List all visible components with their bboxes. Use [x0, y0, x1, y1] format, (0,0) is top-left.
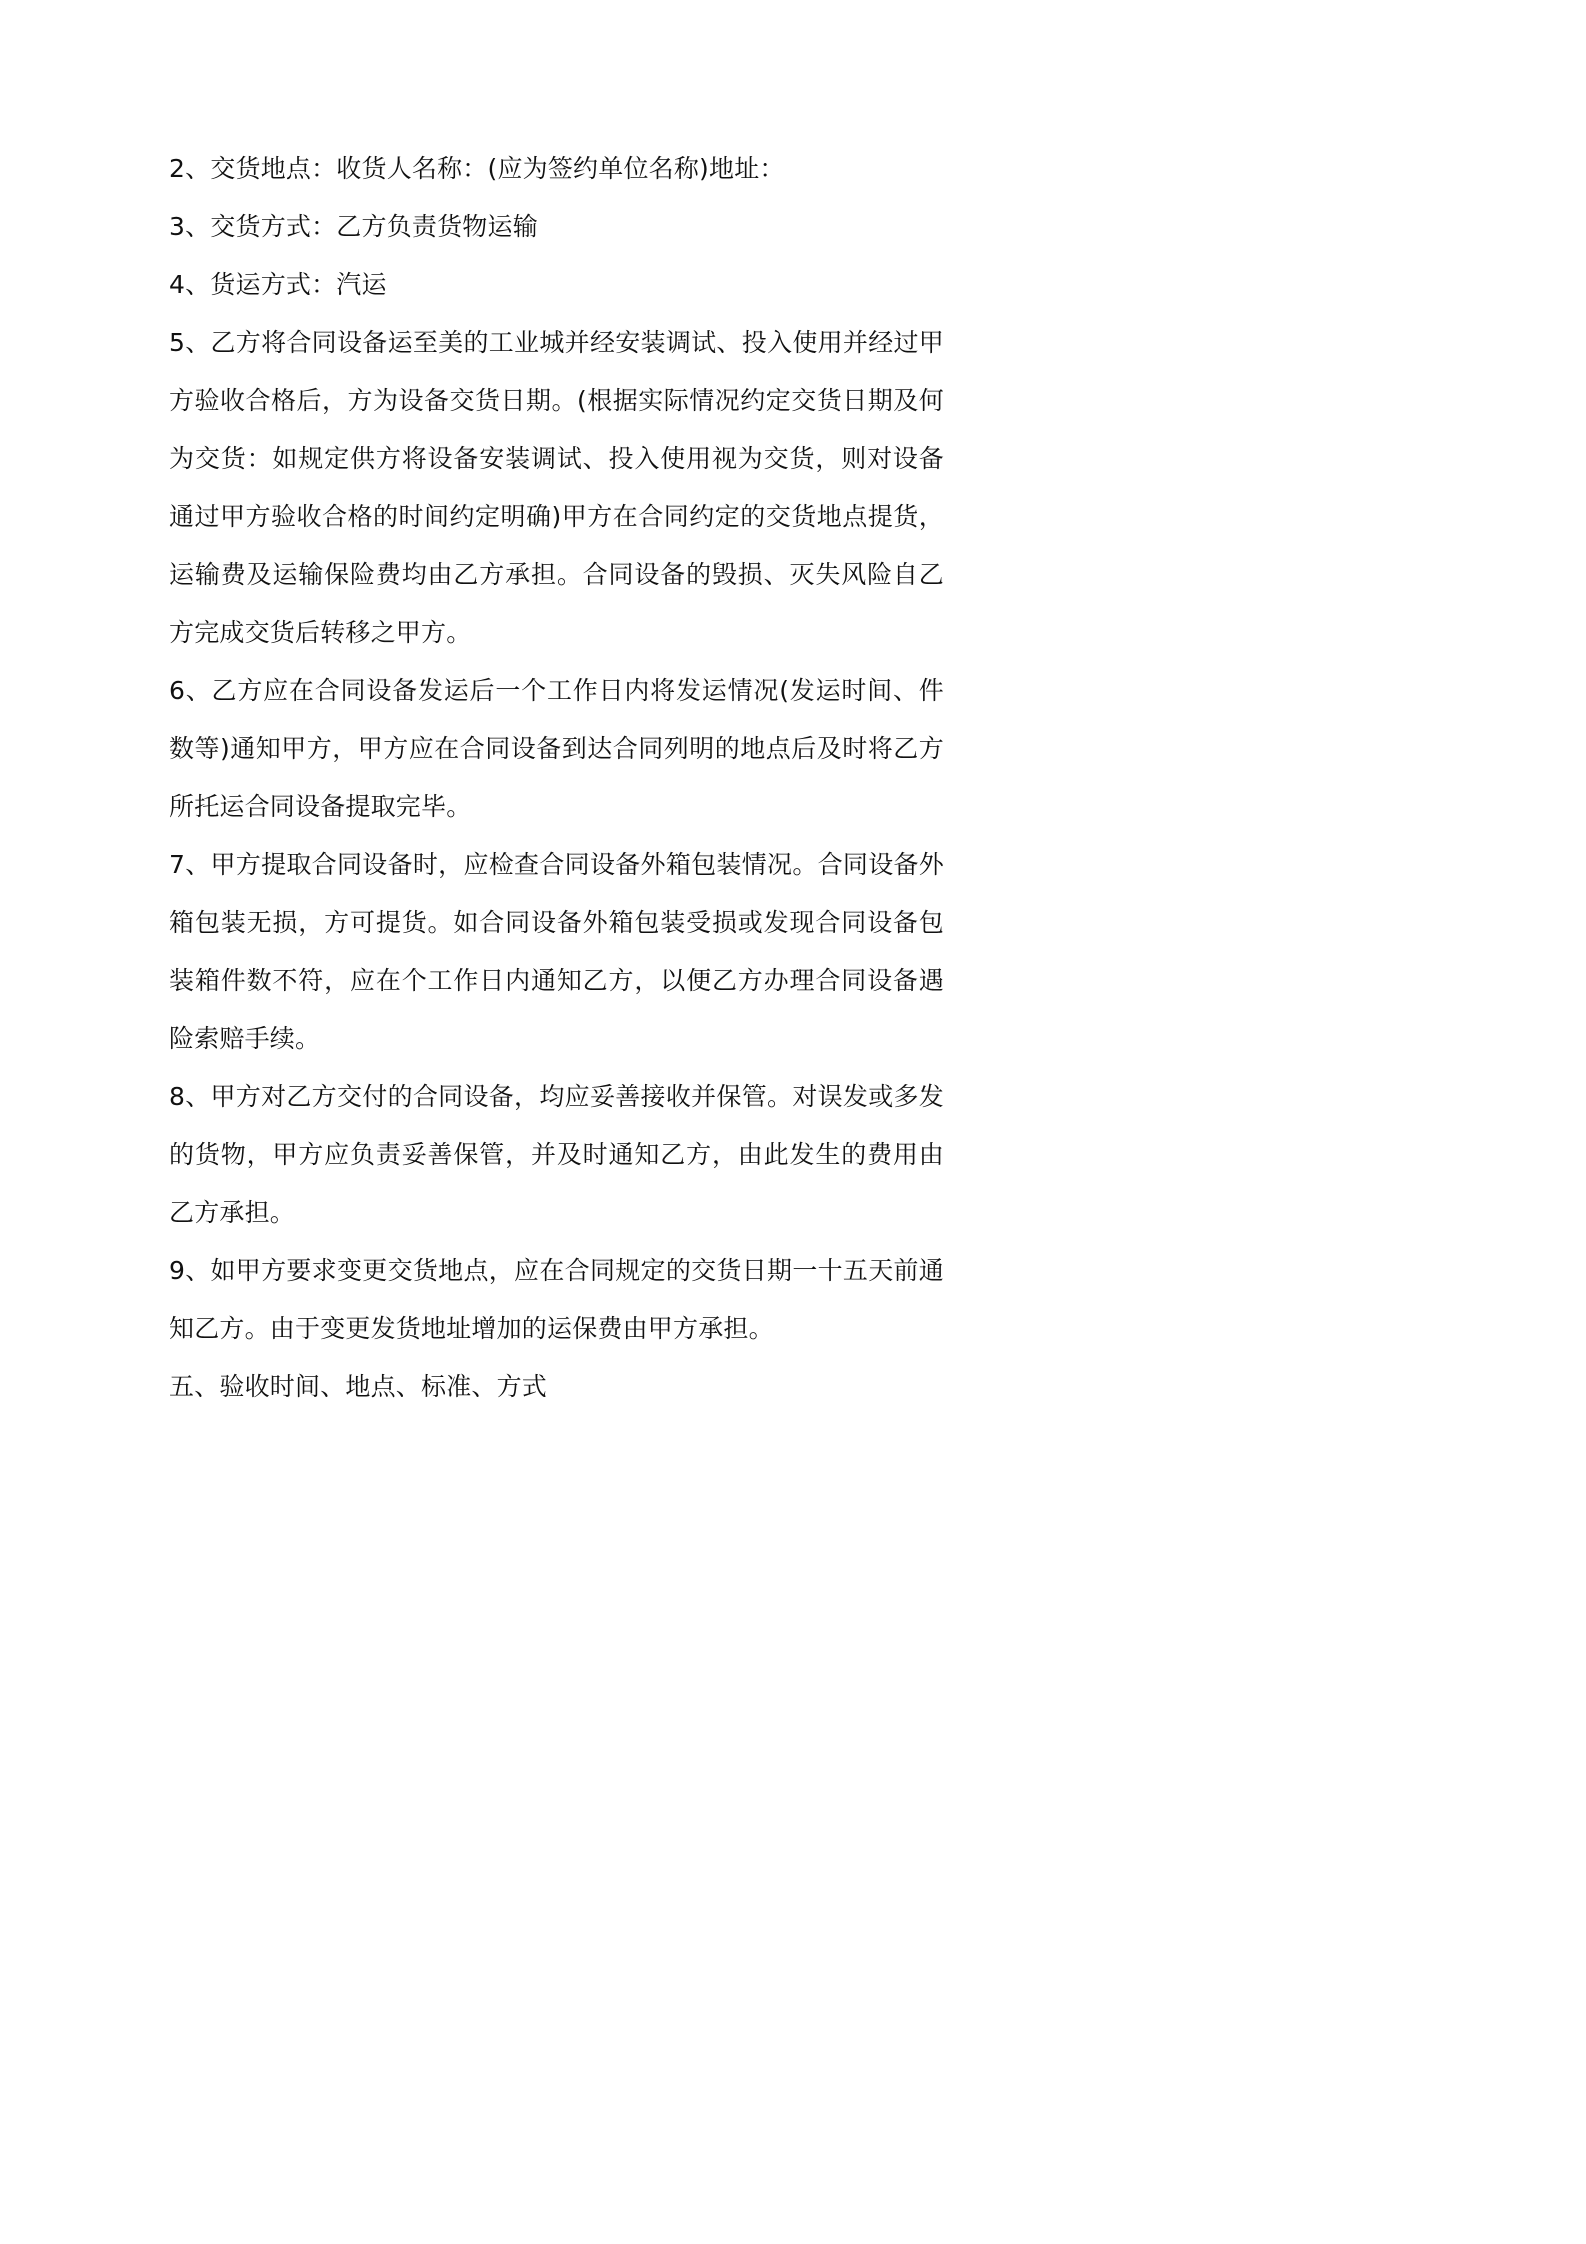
document-page — [0, 0, 1104, 1560]
document-body — [169, 140, 944, 1416]
paragraph-shipping-notice: 6、乙方应在合同设备发运后一个工作日内将发运情况(发运时间、件数等)通知甲方，甲方应在合同设备到达合同列明的地点后及时将乙方所托运合同设备提取完毕。 — [169, 676, 944, 821]
paragraph-inspection-on-pickup: 7、甲方提取合同设备时，应检查合同设备外箱包装情况。合同设备外箱包装无损，方可提货。如合同设备外箱包装受损或发现合同设备包装箱件数不符，应在个工作日内通知乙方，以便乙方办理合同设备遇险索赔手续。 — [169, 850, 944, 1053]
section-heading-acceptance: 五、验收时间、地点、标准、方式 — [169, 1372, 548, 1401]
paragraph-delivery-location: 2、交货地点：收货人名称：(应为签约单位名称)地址： — [169, 154, 785, 183]
paragraph-delivery-date: 5、乙方将合同设备运至美的工业城并经安装调试、投入使用并经过甲方验收合格后，方为设备交货日期。(根据实际情况约定交货日期及何为交货：如规定供方将设备安装调试、投入使用视为交货，则对设备通过甲方验收合格的时间约定明确)甲方在合同约定的交货地点提货，运输费及运输保险费均由乙方承担。合同设备的毁损、灭失风险自乙方完成交货后转移之甲方。 — [169, 328, 944, 647]
paragraph-custody: 8、甲方对乙方交付的合同设备，均应妥善接收并保管。对误发或多发的货物，甲方应负责妥善保管，并及时通知乙方，由此发生的费用由乙方承担。 — [169, 1082, 944, 1227]
paragraph-freight-method: 4、货运方式：汽运 — [169, 270, 387, 299]
paragraph-delivery-method: 3、交货方式：乙方负责货物运输 — [169, 212, 538, 241]
paragraph-change-location: 9、如甲方要求变更交货地点，应在合同规定的交货日期一十五天前通知乙方。由于变更发货地址增加的运保费由甲方承担。 — [169, 1256, 944, 1343]
